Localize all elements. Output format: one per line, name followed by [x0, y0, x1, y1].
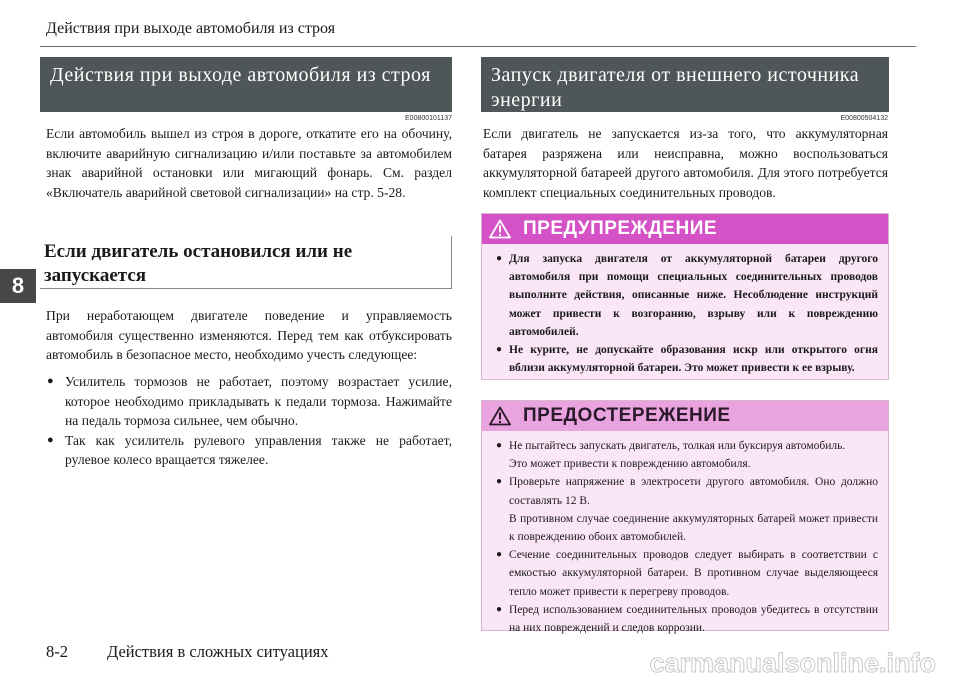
section-code: E00800101137 — [405, 115, 452, 122]
warning-triangle-icon — [489, 219, 511, 239]
caution-item-text: Проверьте напряжение в электросети другого автомобиля. Оно должно составлять 12 В. — [509, 476, 878, 507]
list-item — [496, 473, 878, 546]
running-header: Действия при выходе автомобиля из строя — [46, 20, 336, 37]
caution-item-note: Это может привести к повреждению автомобиля. — [509, 458, 751, 471]
caution-item-text: Сечение соединительных проводов следует выбирать в соответствии с емкостью аккумуляторной батареи. В противном случае выделяющееся тепло может привести к перегреву проводов. — [509, 549, 878, 598]
warning-title: ПРЕДУПРЕЖДЕНИЕ — [523, 218, 718, 239]
list-item — [496, 601, 878, 637]
list-item: ● Усилитель тормозов не работает, поэтому возрастает усилие, которое необходимо прикладывать к педали тормоза. Нажимайте на педаль тормоза сильнее, чем обычно. — [46, 372, 452, 431]
list-item — [496, 546, 878, 601]
watermark-text: carmanualsonline.info — [649, 651, 936, 675]
breakdown-intro: Если автомобиль вышел из строя в дороге, откатите его на обочину, включите аварийную сигнализацию и/или поставьте за автомобилем знак аварийной остановки или мигающий фонарь. См. раздел «Включатель аварийной световой сигнализации» на стр. 5-28. — [46, 126, 452, 200]
warning-box — [481, 213, 889, 380]
caution-header — [482, 401, 888, 431]
caution-box — [481, 400, 889, 635]
header-rule — [40, 46, 916, 47]
list-item: ● Для запуска двигателя от аккумуляторной батареи другого автомобиля при помощи специальных соединительных проводов выполните действия, описанные ниже. Несоблюдение инструкций может привести к возгоранию, взрыву или к повреждению автомобилей. — [496, 250, 878, 341]
engine-stopped-list — [46, 372, 452, 470]
caution-item-text: Перед использованием соединительных проводов убедитесь в отсутствии на них повреждений и следов коррозии. — [509, 603, 878, 635]
list-item: ● Так как усилитель рулевого управления также не работает, рулевое колесо вращается тяжелее. — [46, 431, 452, 470]
jump-start-intro: Если двигатель не запускается из-за того, что аккумуляторная батарея разряжена или неисправна, можно воспользоваться аккумуляторной батареей другого автомобиля. Для этого потребуется комплект специальных соединительных проводов. — [483, 126, 888, 200]
section-title-jump-start: Запуск двигателя от внешнего источника энергии — [481, 57, 889, 112]
watermark — [560, 651, 936, 675]
caution-title: ПРЕДОСТЕРЕЖЕНИЕ — [523, 405, 731, 426]
caution-triangle-icon — [489, 406, 511, 426]
caution-list — [482, 431, 888, 645]
list-item: ● Не курите, не допускайте образования искр или открытого огня вблизи аккумуляторной батареи. Это может привести к ее взрыву. — [496, 341, 878, 377]
warning-header — [482, 214, 888, 244]
subsection-title-engine-stopped: Если двигатель остановился или не запускается — [40, 236, 452, 289]
section-code: E00800504132 — [840, 115, 888, 122]
list-item — [496, 437, 878, 473]
warning-list — [482, 244, 888, 385]
page-number: 8-2 — [46, 642, 68, 661]
section-title-breakdown: Действия при выходе автомобиля из строя — [40, 57, 452, 112]
chapter-tab: 8 — [0, 269, 36, 303]
caution-item-text: Не пытайтесь запускать двигатель, толкая или буксируя автомобиль. — [509, 440, 846, 452]
engine-stopped-intro: При неработающем двигателе поведение и управляемость автомобиля существенно изменяются. Перед тем как отбуксировать автомобиль в безопасное место, необходимо учесть следующее: — [46, 308, 452, 362]
footer-chapter-title: Действия в сложных ситуациях — [107, 642, 329, 661]
caution-item-note: В противном случае соединение аккумуляторных батарей может привести к повреждению обоих автомобилей. — [509, 512, 878, 544]
